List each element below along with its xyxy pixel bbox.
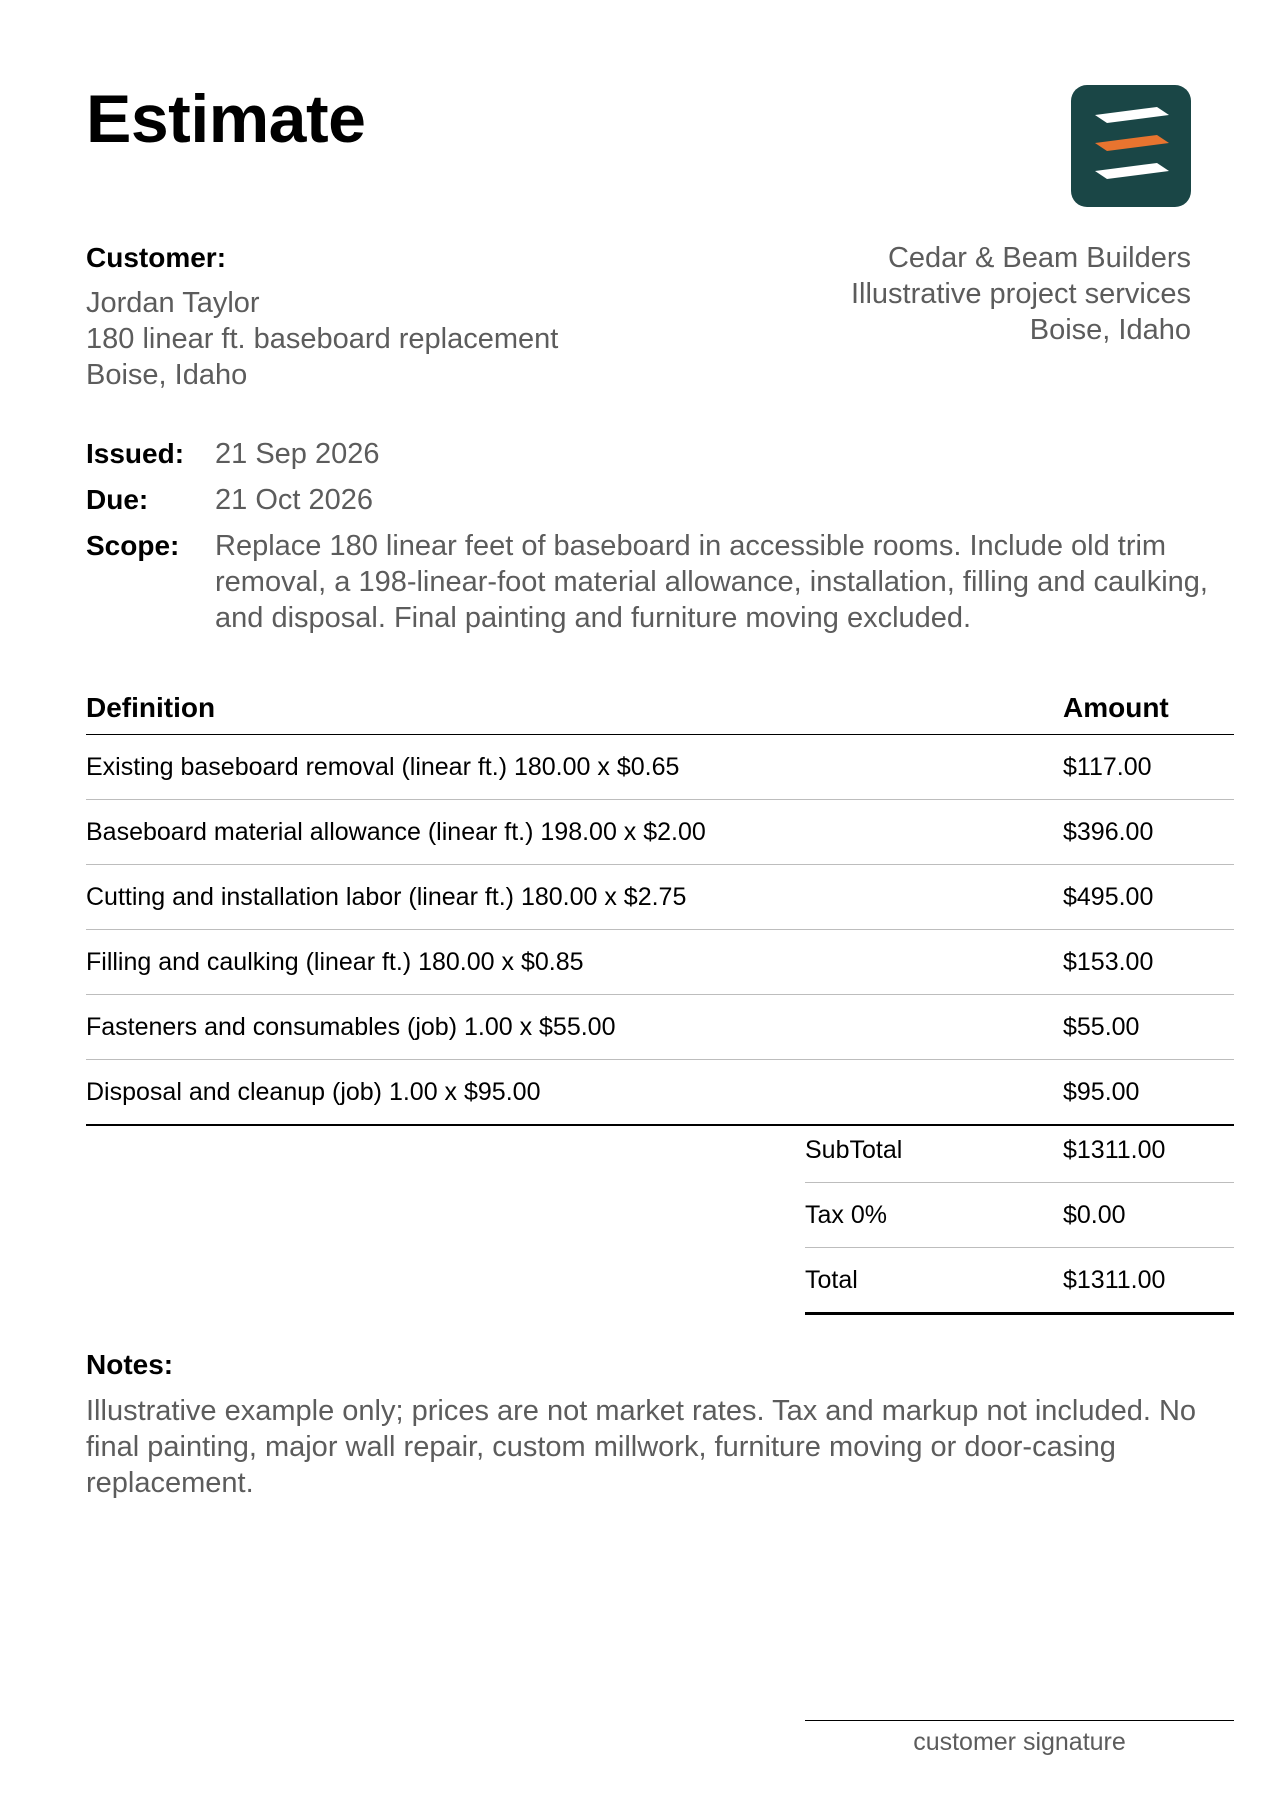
- customer-name: Jordan Taylor: [86, 287, 260, 319]
- issued-label: Issued:: [86, 438, 185, 469]
- customer-label: Customer:: [86, 242, 227, 273]
- notes-text: Illustrative example only; prices are not market rates. Tax and markup not included. No final painting, major wall repair, custom millwork, furniture moving or door-casing replacement.: [86, 1395, 1197, 1499]
- table-header-row: [86, 690, 1234, 735]
- scope-row: [86, 528, 1236, 636]
- subtotal-label: SubTotal: [805, 1135, 903, 1164]
- notes-label: Notes:: [86, 1349, 174, 1380]
- page-title: Estimate: [86, 81, 366, 157]
- due-date: 21 Oct 2026: [215, 484, 373, 516]
- tax-value: $0.00: [1063, 1200, 1126, 1229]
- row-amount: $495.00: [1063, 865, 1234, 930]
- company-tagline: Illustrative project services: [850, 278, 1191, 310]
- row-amount: $117.00: [1063, 735, 1234, 800]
- row-definition: Baseboard material allowance (linear ft.) 198.00 x $2.00: [86, 800, 1063, 865]
- row-definition: Cutting and installation labor (linear ft.) 180.00 x $2.75: [86, 865, 1063, 930]
- due-row: [86, 482, 1236, 518]
- customer-location: Boise, Idaho: [86, 359, 248, 391]
- totals-block: [805, 1118, 1234, 1315]
- table-row: [86, 735, 1234, 800]
- company-details: [491, 240, 1191, 348]
- row-definition: Filling and caulking (linear ft.) 180.00 x $0.85: [86, 930, 1063, 995]
- scope-text: Replace 180 linear feet of baseboard in accessible rooms. Include old trim removal, a 198-linear-foot material allowance, installation, filling and caulking, and disposal. Final painting and furniture moving excluded.: [215, 530, 1208, 634]
- row-definition: Disposal and cleanup (job) 1.00 x $95.00: [86, 1060, 1063, 1126]
- table-row: [86, 1060, 1234, 1126]
- row-amount: $95.00: [1063, 1060, 1234, 1126]
- row-amount: $55.00: [1063, 995, 1234, 1060]
- amount-header: Amount: [1063, 690, 1234, 735]
- total-row: [805, 1248, 1234, 1315]
- company-location: Boise, Idaho: [1029, 314, 1191, 346]
- issued-date: 21 Sep 2026: [215, 438, 380, 470]
- row-definition: Existing baseboard removal (linear ft.) 180.00 x $0.65: [86, 735, 1063, 800]
- company-name: Cedar & Beam Builders: [887, 242, 1191, 274]
- company-logo: [1071, 85, 1191, 207]
- subtotal-value: $1311.00: [1063, 1135, 1166, 1164]
- table-row: [86, 930, 1234, 995]
- customer-project: 180 linear ft. baseboard replacement: [86, 323, 559, 355]
- row-amount: $396.00: [1063, 800, 1234, 865]
- signature-line: [805, 1720, 1234, 1721]
- tax-row: [805, 1183, 1234, 1248]
- line-items-table: [86, 690, 1234, 1126]
- total-label: Total: [805, 1265, 858, 1294]
- row-definition: Fasteners and consumables (job) 1.00 x $55.00: [86, 995, 1063, 1060]
- signature-label: customer signature: [913, 1728, 1126, 1756]
- stacked-planks-logo-icon: [1071, 85, 1191, 207]
- tax-label: Tax 0%: [805, 1200, 887, 1229]
- definition-header: Definition: [86, 690, 1063, 735]
- row-amount: $153.00: [1063, 930, 1234, 995]
- table-row: [86, 995, 1234, 1060]
- issued-row: [86, 436, 1236, 472]
- total-value: $1311.00: [1063, 1265, 1166, 1294]
- scope-label: Scope:: [86, 530, 180, 561]
- due-label: Due:: [86, 484, 149, 515]
- subtotal-row: [805, 1118, 1234, 1183]
- table-row: [86, 800, 1234, 865]
- table-row: [86, 865, 1234, 930]
